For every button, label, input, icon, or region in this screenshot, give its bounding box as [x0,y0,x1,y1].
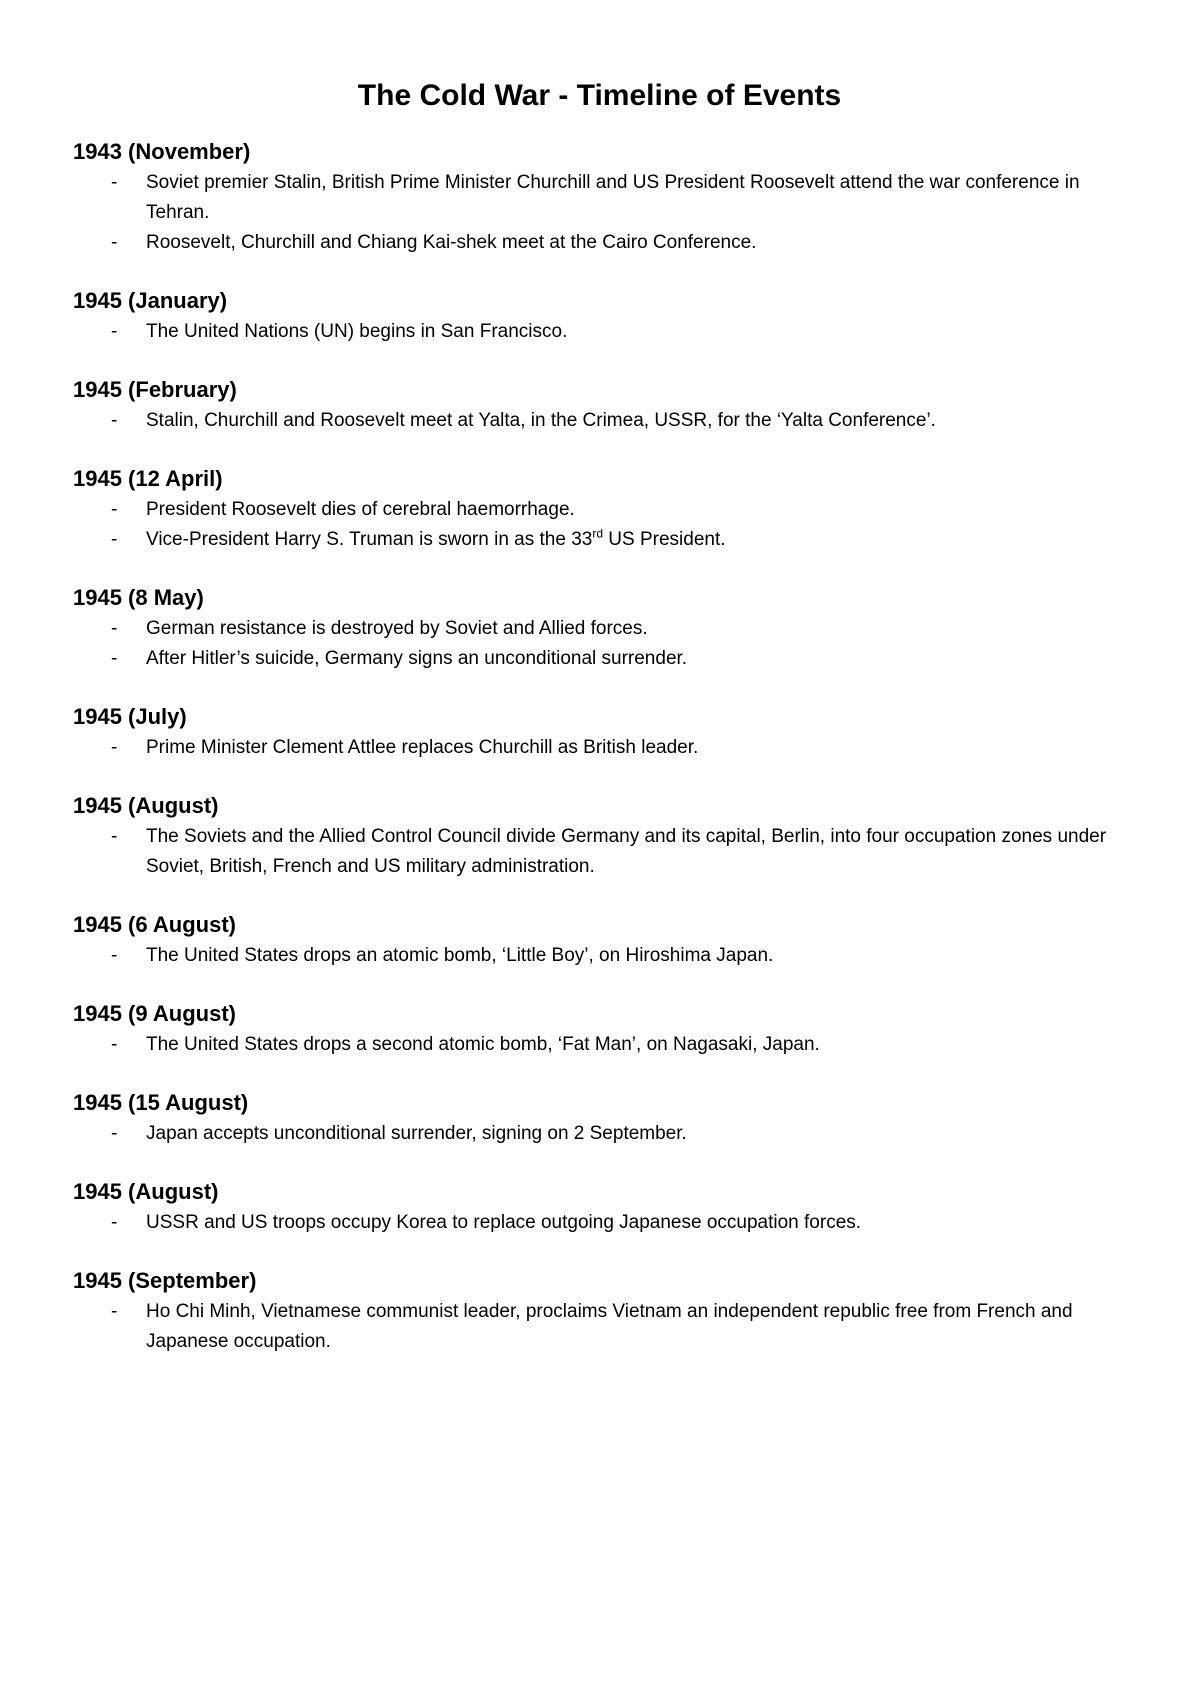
event-item [73,525,1120,555]
event-item-text: Roosevelt, Churchill and Chiang Kai-shek meet at the Cairo Conference. [146,232,757,253]
event-item-text: Vice-President Harry S. Truman is sworn in as the 33rd US President. [146,526,726,550]
event-date-heading: 1945 (9 August) [73,1001,237,1026]
event-item [73,1208,1120,1238]
event-item-list [73,1297,1120,1357]
event-item [73,644,1120,674]
event-date-heading: 1943 (November) [73,139,251,164]
event-item-text: The United Nations (UN) begins in San Francisco. [146,321,568,342]
bullet-dash: - [111,529,118,550]
event-date-heading: 1945 (12 April) [73,466,223,491]
event-date-heading: 1945 (August) [73,1179,219,1204]
timeline-event [73,1176,1120,1238]
event-item-text: Ho Chi Minh, Vietnamese communist leader, proclaims Vietnam an independent republic free from French and Japanese occupation. [146,1301,1073,1352]
event-item-list [73,822,1120,882]
timeline-event [73,136,1120,258]
event-item-text: USSR and US troops occupy Korea to replace outgoing Japanese occupation forces. [146,1212,862,1233]
timeline-event [73,463,1120,555]
event-item [73,1030,1120,1060]
event-item-text: After Hitler’s suicide, Germany signs an unconditional surrender. [146,648,688,669]
event-item-list [73,1030,1120,1060]
event-item-text: President Roosevelt dies of cerebral haemorrhage. [146,499,575,520]
bullet-dash: - [111,737,118,758]
event-date-heading: 1945 (July) [73,704,187,729]
event-item-list [73,406,1120,436]
event-date-heading: 1945 (February) [73,377,237,402]
event-item [73,168,1120,228]
bullet-dash: - [111,232,118,253]
event-date-heading: 1945 (January) [73,288,228,313]
bullet-dash: - [111,945,118,966]
bullet-dash: - [111,410,118,431]
event-item-text: The United States drops a second atomic bomb, ‘Fat Man’, on Nagasaki, Japan. [146,1034,820,1055]
event-item-list [73,317,1120,347]
timeline-event [73,701,1120,763]
timeline-event [73,582,1120,674]
bullet-dash: - [111,1301,118,1322]
event-item-list [73,1119,1120,1149]
event-item [73,317,1120,347]
bullet-dash: - [111,1212,118,1233]
bullet-dash: - [111,1123,118,1144]
event-item-text: Prime Minister Clement Attlee replaces Churchill as British leader. [146,737,699,758]
event-item [73,228,1120,258]
page-title: The Cold War - Timeline of Events [357,79,842,112]
event-item [73,822,1120,882]
event-item-text: The United States drops an atomic bomb, ‘Little Boy’, on Hiroshima Japan. [146,945,774,966]
event-item [73,1119,1120,1149]
event-item [73,941,1120,971]
timeline-event [73,1265,1120,1357]
bullet-dash: - [111,321,118,342]
event-date-heading: 1945 (6 August) [73,912,237,937]
bullet-dash: - [111,1034,118,1055]
bullet-dash: - [111,826,118,847]
event-date-heading: 1945 (15 August) [73,1090,249,1115]
event-item-list [73,168,1120,258]
event-item-text: Stalin, Churchill and Roosevelt meet at Yalta, in the Crimea, USSR, for the ‘Yalta Conference’. [146,410,936,431]
event-item-text: The Soviets and the Allied Control Council divide Germany and its capital, Berlin, into four occupation zones under Soviet, British, French and US military administration. [146,826,1107,877]
event-item [73,406,1120,436]
timeline [73,136,1120,1357]
event-item [73,733,1120,763]
event-item-text: Soviet premier Stalin, British Prime Minister Churchill and US President Roosevelt attend the war conference in Tehran. [146,172,1080,223]
event-item [73,495,1120,525]
bullet-dash: - [111,648,118,669]
event-item-list [73,941,1120,971]
timeline-event [73,374,1120,436]
event-item-list [73,614,1120,674]
event-item-text: Japan accepts unconditional surrender, signing on 2 September. [146,1123,687,1144]
event-date-heading: 1945 (8 May) [73,585,204,610]
event-item [73,1297,1120,1357]
event-item-list [73,495,1120,555]
event-item-list [73,1208,1120,1238]
timeline-event [73,909,1120,971]
timeline-event [73,790,1120,882]
event-item-text: German resistance is destroyed by Soviet and Allied forces. [146,618,648,639]
bullet-dash: - [111,499,118,520]
event-item-list [73,733,1120,763]
event-date-heading: 1945 (September) [73,1268,257,1293]
event-item [73,614,1120,644]
event-date-heading: 1945 (August) [73,793,219,818]
timeline-event [73,1087,1120,1149]
timeline-event [73,285,1120,347]
timeline-event [73,998,1120,1060]
bullet-dash: - [111,172,118,193]
bullet-dash: - [111,618,118,639]
